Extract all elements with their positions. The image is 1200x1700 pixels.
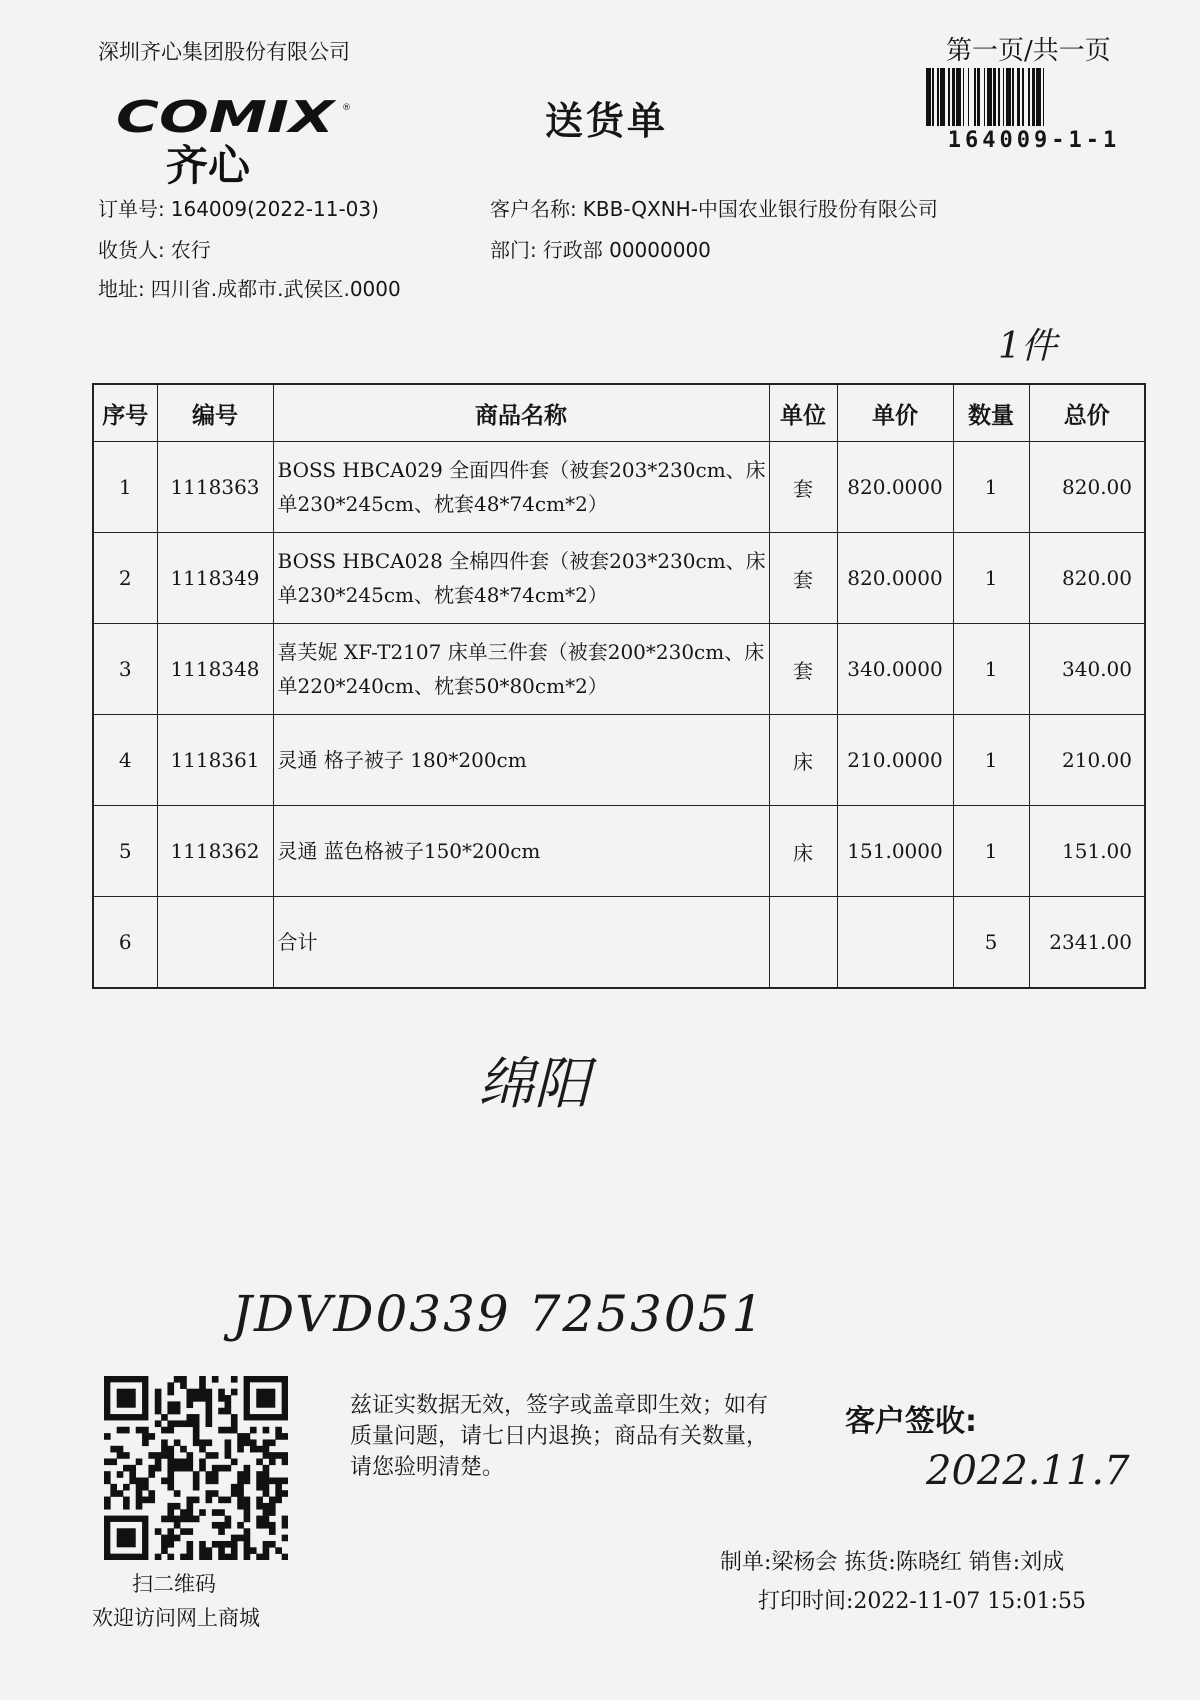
customer-sign-label: 客户签收: — [845, 1404, 977, 1439]
cell-unit: 床 — [769, 715, 837, 806]
cell-unit: 套 — [769, 624, 837, 715]
barcode — [926, 68, 1140, 126]
svg-text:®: ® — [342, 103, 351, 113]
table-row-total — [93, 897, 1145, 989]
cell-seq: 4 — [93, 715, 157, 806]
cell-unit: 套 — [769, 442, 837, 533]
cell-code: 1118348 — [157, 624, 273, 715]
col-header-total: 总价 — [1029, 384, 1145, 442]
cell-name: 灵通 蓝色格被子150*200cm — [273, 806, 769, 897]
cell-qty: 1 — [953, 533, 1029, 624]
cell-qty: 1 — [953, 806, 1029, 897]
cell-total: 151.00 — [1029, 806, 1145, 897]
cell-unit — [769, 897, 837, 989]
cell-name: 灵通 格子被子 180*200cm — [273, 715, 769, 806]
company-name: 深圳齐心集团股份有限公司 — [98, 40, 350, 64]
order-label: 订单号: — [98, 197, 165, 221]
logo-en-text: COMIX — [116, 92, 337, 143]
cell-total: 340.00 — [1029, 624, 1145, 715]
qr-code — [104, 1376, 288, 1560]
receiver-label: 收货人: — [98, 238, 165, 262]
cell-code: 1118361 — [157, 715, 273, 806]
customer-name — [490, 193, 938, 222]
cell-seq: 5 — [93, 806, 157, 897]
customer-value: KBB-QXNH-中国农业银行股份有限公司 — [582, 197, 938, 221]
cell-name: BOSS HBCA029 全面四件套（被套203*230cm、床单230*245cm、枕套48*74cm*2） — [273, 442, 769, 533]
cell-name: BOSS HBCA028 全棉四件套（被套203*230cm、床单230*245cm、枕套48*74cm*2） — [273, 533, 769, 624]
cell-total: 820.00 — [1029, 442, 1145, 533]
address-label: 地址: — [98, 277, 145, 301]
receiver — [98, 234, 211, 263]
page-info: 第一页/共一页 — [946, 36, 1111, 66]
cell-qty: 5 — [953, 897, 1029, 989]
table-header-row — [93, 384, 1145, 442]
cell-price: 820.0000 — [837, 533, 953, 624]
print-time: 打印时间:2022-11-07 15:01:55 — [758, 1589, 1087, 1614]
cell-qty: 1 — [953, 624, 1029, 715]
cell-name: 喜芙妮 XF-T2107 床单三件套（被套200*230cm、床单220*240cm、枕套50*80cm*2） — [273, 624, 769, 715]
disclaimer-text: 兹证实数据无效，签字或盖章即生效；如有质量问题，请七日内退换；商品有关数量，请您验明清楚。 — [350, 1393, 769, 1480]
cell-name: 合计 — [273, 897, 769, 989]
address-value: 四川省.成都市.武侯区.0000 — [150, 277, 401, 301]
handwritten-sign-date: 2022.11.7 — [926, 1448, 1130, 1494]
col-header-seq: 序号 — [93, 384, 157, 442]
col-header-unit: 单位 — [769, 384, 837, 442]
cell-seq: 6 — [93, 897, 157, 989]
address — [98, 273, 401, 302]
cell-seq: 3 — [93, 624, 157, 715]
cell-qty: 1 — [953, 715, 1029, 806]
receiver-value: 农行 — [170, 238, 211, 262]
table-row — [93, 442, 1145, 533]
staff-info: 制单:梁杨会 拣货:陈晓红 销售:刘成 — [720, 1550, 1065, 1575]
handwritten-tracking-number: JDVD0339 7253051 — [232, 1285, 766, 1343]
cell-seq: 1 — [93, 442, 157, 533]
dept-value: 行政部 00000000 — [542, 238, 711, 262]
col-header-name: 商品名称 — [273, 384, 769, 442]
cell-code — [157, 897, 273, 989]
table-row — [93, 533, 1145, 624]
cell-price: 151.0000 — [837, 806, 953, 897]
logo-cn-text: 齐心 — [166, 141, 251, 188]
cell-qty: 1 — [953, 442, 1029, 533]
cell-code: 1118362 — [157, 806, 273, 897]
document-title: 送货单 — [545, 99, 669, 143]
barcode-number: 164009-1-1 — [947, 128, 1121, 153]
table-row — [93, 806, 1145, 897]
order-value: 164009(2022-11-03) — [170, 197, 379, 221]
cell-price: 210.0000 — [837, 715, 953, 806]
customer-label: 客户名称: — [490, 197, 577, 221]
cell-total: 2341.00 — [1029, 897, 1145, 989]
cell-price: 820.0000 — [837, 442, 953, 533]
qr-label-mall: 欢迎访问网上商城 — [92, 1606, 260, 1630]
handwritten-note-quantity: 1件 — [998, 326, 1057, 367]
col-header-code: 编号 — [157, 384, 273, 442]
cell-seq: 2 — [93, 533, 157, 624]
col-header-price: 单价 — [837, 384, 953, 442]
cell-code: 1118363 — [157, 442, 273, 533]
col-header-qty: 数量 — [953, 384, 1029, 442]
cell-price: 340.0000 — [837, 624, 953, 715]
cell-total: 820.00 — [1029, 533, 1145, 624]
table-row — [93, 624, 1145, 715]
cell-unit: 床 — [769, 806, 837, 897]
qr-label-scan: 扫二维码 — [132, 1572, 216, 1596]
order-number — [98, 193, 379, 222]
cell-price — [837, 897, 953, 989]
cell-code: 1118349 — [157, 533, 273, 624]
dept-label: 部门: — [490, 238, 537, 262]
cell-total: 210.00 — [1029, 715, 1145, 806]
items-table — [92, 383, 1146, 989]
table-row — [93, 715, 1145, 806]
handwritten-city: 绵阳 — [478, 1052, 590, 1117]
comix-logo — [116, 92, 356, 188]
cell-unit: 套 — [769, 533, 837, 624]
department — [490, 234, 711, 263]
